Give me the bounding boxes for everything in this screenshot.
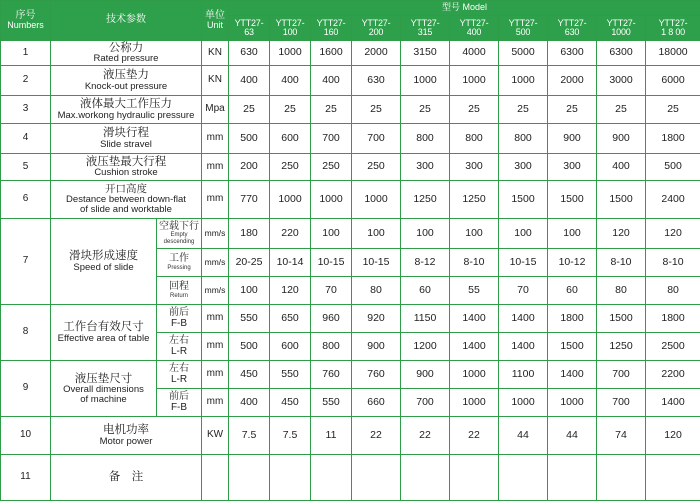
value-cell: 60 [401,277,450,305]
value-cell: 1400 [548,361,597,389]
value-cell: 1000 [352,181,401,219]
row-number: 6 [1,181,51,219]
unit-cell: KN [202,66,229,96]
header-parameters [51,1,202,41]
value-cell: 25 [450,96,499,124]
header-model [229,1,700,16]
value-cell: 1400 [450,305,499,333]
sub-param-code: F-B [170,317,188,329]
model-prefix: YTT27- [316,17,346,28]
sub-param-cn: 左右 [169,335,189,346]
value-cell: 300 [401,154,450,181]
value-cell: 3000 [597,66,646,96]
row-remarks [1,455,700,501]
unit-cell: Mpa [202,96,229,124]
model-header [401,16,450,41]
value-cell: 800 [311,333,352,361]
row-dims-lr [1,361,700,389]
param-cn: 工作台有效尺寸 [63,321,144,334]
value-cell: 300 [499,154,548,181]
unit-cell [202,455,229,501]
value-cell: 25 [499,96,548,124]
value-cell: 1500 [597,181,646,219]
unit-cell: mm [202,305,229,333]
value-cell: 18000 [646,41,700,66]
row-max-pressure [1,96,700,124]
value-cell: 660 [352,389,401,417]
unit-cell: mm [202,333,229,361]
param-cell [51,361,157,417]
header-numbers-cn: 序号 [15,9,36,21]
value-cell: 7.5 [270,417,311,455]
value-cell: 55 [450,277,499,305]
value-cell [499,455,548,501]
value-cell: 1400 [499,305,548,333]
param-en: Cushion stroke [94,167,158,179]
header-unit [202,1,229,41]
param-cn: 液压垫力 [103,69,149,82]
sub-param-cn: 工作 [169,253,189,265]
header-numbers [1,1,51,41]
value-cell: 25 [597,96,646,124]
model-size: 1 8 00 [661,27,685,37]
value-cell: 630 [229,41,270,66]
value-cell: 400 [229,389,270,417]
model-size: 200 [368,27,384,37]
unit-cell: mm [202,154,229,181]
value-cell: 1000 [450,66,499,96]
value-cell: 22 [352,417,401,455]
value-cell: 74 [597,417,646,455]
value-cell: 20-25 [229,249,270,277]
sub-param-en: Pressing [167,264,191,271]
param-en: Speed of slide [73,261,134,273]
model-header [311,16,352,41]
value-cell: 80 [352,277,401,305]
value-cell: 1200 [401,333,450,361]
sub-param-cell [157,249,202,277]
value-cell: 1000 [499,389,548,417]
row-number: 7 [1,219,51,305]
unit-cell: mm/s [202,219,229,249]
param-en-line1: Destance between down-flat [66,194,186,206]
model-prefix: YTT27- [557,17,587,28]
model-size: 63 [244,27,254,37]
value-cell: 960 [311,305,352,333]
model-size: 100 [282,27,298,37]
model-size: 315 [417,27,433,37]
value-cell: 500 [229,333,270,361]
sub-param-en-line1: Empty [170,232,188,239]
model-size: 630 [564,27,580,37]
value-cell: 1500 [548,333,597,361]
param-cn: 公称力 [108,41,144,54]
value-cell: 1400 [450,333,499,361]
value-cell: 1400 [499,333,548,361]
value-cell: 1000 [401,66,450,96]
value-cell: 400 [229,66,270,96]
param-en: Effective area of table [57,332,150,344]
value-cell: 100 [548,219,597,249]
sub-param-cell [157,277,202,305]
value-cell: 550 [311,389,352,417]
value-cell: 25 [646,96,700,124]
param-en-line1: Overall dimensions [63,383,144,395]
value-cell: 1500 [499,181,548,219]
value-cell: 250 [311,154,352,181]
value-cell: 1400 [646,389,700,417]
param-cn: 滑块形成速度 [69,250,138,263]
model-prefix: YTT27- [410,17,440,28]
value-cell [229,455,270,501]
value-cell: 900 [548,124,597,154]
value-cell: 100 [311,219,352,249]
param-cn: 备 注 [108,471,144,484]
param-cell [51,455,202,501]
row-rated-pressure [1,41,700,66]
sub-param-cell [157,361,202,389]
header-unit-en: Unit [206,20,223,31]
value-cell: 400 [270,66,311,96]
value-cell: 10-12 [548,249,597,277]
row-cushion-stroke [1,154,700,181]
value-cell: 450 [229,361,270,389]
param-en: Slide stravel [100,138,152,150]
param-cell [51,219,157,305]
value-cell: 7.5 [229,417,270,455]
value-cell: 1250 [597,333,646,361]
model-header [450,16,499,41]
model-header [499,16,548,41]
sub-param-cell [157,219,202,249]
value-cell: 300 [548,154,597,181]
param-cell [51,66,202,96]
value-cell: 25 [401,96,450,124]
row-table-fb [1,305,700,333]
value-cell: 100 [352,219,401,249]
row-slide-stroke [1,124,700,154]
value-cell [352,455,401,501]
param-cn: 滑块行程 [103,127,149,140]
value-cell: 300 [450,154,499,181]
model-header [548,16,597,41]
value-cell: 1800 [548,305,597,333]
value-cell: 700 [311,124,352,154]
value-cell: 1500 [548,181,597,219]
value-cell: 900 [597,124,646,154]
value-cell: 900 [401,361,450,389]
param-en-line2: of machine [80,393,127,405]
model-size: 500 [515,27,531,37]
value-cell: 120 [646,417,700,455]
row-number: 2 [1,66,51,96]
row-knockout-pressure [1,66,700,96]
value-cell: 630 [352,66,401,96]
value-cell: 1000 [270,41,311,66]
sub-param-code: F-B [170,401,188,413]
value-cell: 1150 [401,305,450,333]
value-cell: 250 [270,154,311,181]
value-cell: 8-12 [401,249,450,277]
value-cell: 70 [499,277,548,305]
row-number: 3 [1,96,51,124]
value-cell: 200 [229,154,270,181]
unit-cell: mm [202,361,229,389]
value-cell [548,455,597,501]
value-cell [311,455,352,501]
header-numbers-en: Numbers [7,20,44,31]
value-cell: 2500 [646,333,700,361]
value-cell: 1000 [311,181,352,219]
value-cell: 25 [311,96,352,124]
row-number: 4 [1,124,51,154]
value-cell: 120 [270,277,311,305]
model-prefix: YTT27- [459,17,489,28]
value-cell: 2400 [646,181,700,219]
row-speed-empty [1,219,700,249]
value-cell: 25 [270,96,311,124]
model-prefix: YTT27- [658,17,688,28]
param-en: Knock-out pressure [84,80,168,92]
value-cell: 6000 [646,66,700,96]
value-cell: 8-10 [646,249,700,277]
sub-param-cn: 空载下行 [159,220,199,232]
value-cell: 80 [597,277,646,305]
value-cell: 800 [499,124,548,154]
model-prefix: YTT27- [508,17,538,28]
value-cell [450,455,499,501]
param-cn: 开口高度 [105,183,147,196]
param-cell [51,154,202,181]
value-cell: 1100 [499,361,548,389]
value-cell [401,455,450,501]
value-cell: 44 [548,417,597,455]
value-cell: 250 [352,154,401,181]
value-cell: 500 [229,124,270,154]
value-cell: 2000 [548,66,597,96]
value-cell [597,455,646,501]
value-cell: 800 [450,124,499,154]
value-cell: 2000 [352,41,401,66]
row-number: 8 [1,305,51,361]
row-number: 1 [1,41,51,66]
value-cell: 120 [646,219,700,249]
sub-param-cn: 回程 [169,281,189,293]
model-size: 400 [466,27,482,37]
value-cell: 1600 [311,41,352,66]
param-cn: 液体最大工作压力 [80,98,172,111]
row-number: 10 [1,417,51,455]
param-cn: 电机功率 [103,424,149,437]
value-cell: 1800 [646,124,700,154]
unit-cell: mm [202,181,229,219]
sub-param-code: L-R [170,345,188,357]
unit-cell: KW [202,417,229,455]
value-cell: 70 [311,277,352,305]
value-cell: 900 [352,333,401,361]
value-cell: 800 [401,124,450,154]
sub-param-cn: 左右 [169,363,189,374]
value-cell: 100 [401,219,450,249]
value-cell: 2200 [646,361,700,389]
value-cell: 1000 [270,181,311,219]
value-cell: 8-10 [597,249,646,277]
unit-cell: mm [202,389,229,417]
value-cell: 5000 [499,41,548,66]
value-cell: 550 [270,361,311,389]
param-cn: 液压垫尺寸 [74,372,133,385]
value-cell: 760 [311,361,352,389]
unit-cell: mm/s [202,249,229,277]
value-cell: 700 [597,389,646,417]
value-cell: 1250 [401,181,450,219]
value-cell: 4000 [450,41,499,66]
row-opening-height [1,181,700,219]
value-cell: 10-15 [311,249,352,277]
value-cell: 400 [597,154,646,181]
value-cell: 25 [352,96,401,124]
unit-cell: mm [202,124,229,154]
param-en: Motor power [99,435,153,447]
value-cell: 6300 [548,41,597,66]
value-cell: 760 [352,361,401,389]
model-size: 160 [323,27,339,37]
unit-cell: mm/s [202,277,229,305]
param-cell [51,305,157,361]
model-prefix: YTT27- [275,17,305,28]
model-header [270,16,311,41]
value-cell: 1000 [450,389,499,417]
value-cell: 400 [311,66,352,96]
value-cell: 700 [597,361,646,389]
sub-param-cn: 前后 [169,391,189,402]
value-cell: 22 [450,417,499,455]
sub-param-code: L-R [170,373,188,385]
value-cell: 1250 [450,181,499,219]
param-cell [51,181,202,219]
value-cell: 25 [548,96,597,124]
value-cell: 220 [270,219,311,249]
value-cell: 25 [229,96,270,124]
value-cell: 180 [229,219,270,249]
value-cell: 10-15 [499,249,548,277]
value-cell: 700 [401,389,450,417]
model-prefix: YTT27- [606,17,636,28]
value-cell: 700 [352,124,401,154]
sub-param-en-line2: descending [163,238,195,245]
param-en: Max.workong hydraulic pressure [57,109,195,121]
row-number: 11 [1,455,51,501]
sub-param-cell [157,333,202,361]
model-header [597,16,646,41]
model-prefix: YTT27- [234,17,264,28]
header-parameters-cn: 技术参数 [106,14,146,26]
param-cell [51,417,202,455]
value-cell: 550 [229,305,270,333]
unit-cell: KN [202,41,229,66]
value-cell: 1800 [646,305,700,333]
value-cell: 22 [401,417,450,455]
sub-param-cell [157,305,202,333]
value-cell: 100 [229,277,270,305]
header-unit-cn: 单位 [205,9,225,21]
value-cell: 60 [548,277,597,305]
param-cn: 液压垫最大行程 [85,155,167,168]
value-cell: 6300 [597,41,646,66]
value-cell: 3150 [401,41,450,66]
value-cell: 80 [646,277,700,305]
value-cell: 600 [270,333,311,361]
value-cell: 500 [646,154,700,181]
model-header [646,16,700,41]
value-cell: 100 [450,219,499,249]
value-cell: 8-10 [450,249,499,277]
sub-param-cell [157,389,202,417]
param-cell [51,41,202,66]
model-size: 1000 [611,27,631,37]
value-cell: 450 [270,389,311,417]
value-cell: 100 [499,219,548,249]
row-number: 9 [1,361,51,417]
row-motor-power [1,417,700,455]
sub-param-en: Return [169,292,188,299]
param-cell [51,96,202,124]
param-cell [51,124,202,154]
value-cell [270,455,311,501]
value-cell: 1000 [548,389,597,417]
sub-param-cn: 前后 [169,307,189,318]
value-cell: 11 [311,417,352,455]
value-cell: 770 [229,181,270,219]
param-en: Rated pressure [93,53,159,65]
value-cell [646,455,700,501]
param-en-line2: of slide and worktable [80,204,172,215]
model-header [352,16,401,41]
value-cell: 1000 [450,361,499,389]
header-model-label: 型号 Model [442,1,488,12]
value-cell: 920 [352,305,401,333]
model-header [229,16,270,41]
model-prefix: YTT27- [361,17,391,28]
value-cell: 1000 [499,66,548,96]
value-cell: 120 [597,219,646,249]
value-cell: 10-15 [352,249,401,277]
value-cell: 44 [499,417,548,455]
value-cell: 10-14 [270,249,311,277]
row-number: 5 [1,154,51,181]
value-cell: 650 [270,305,311,333]
value-cell: 1500 [597,305,646,333]
value-cell: 600 [270,124,311,154]
